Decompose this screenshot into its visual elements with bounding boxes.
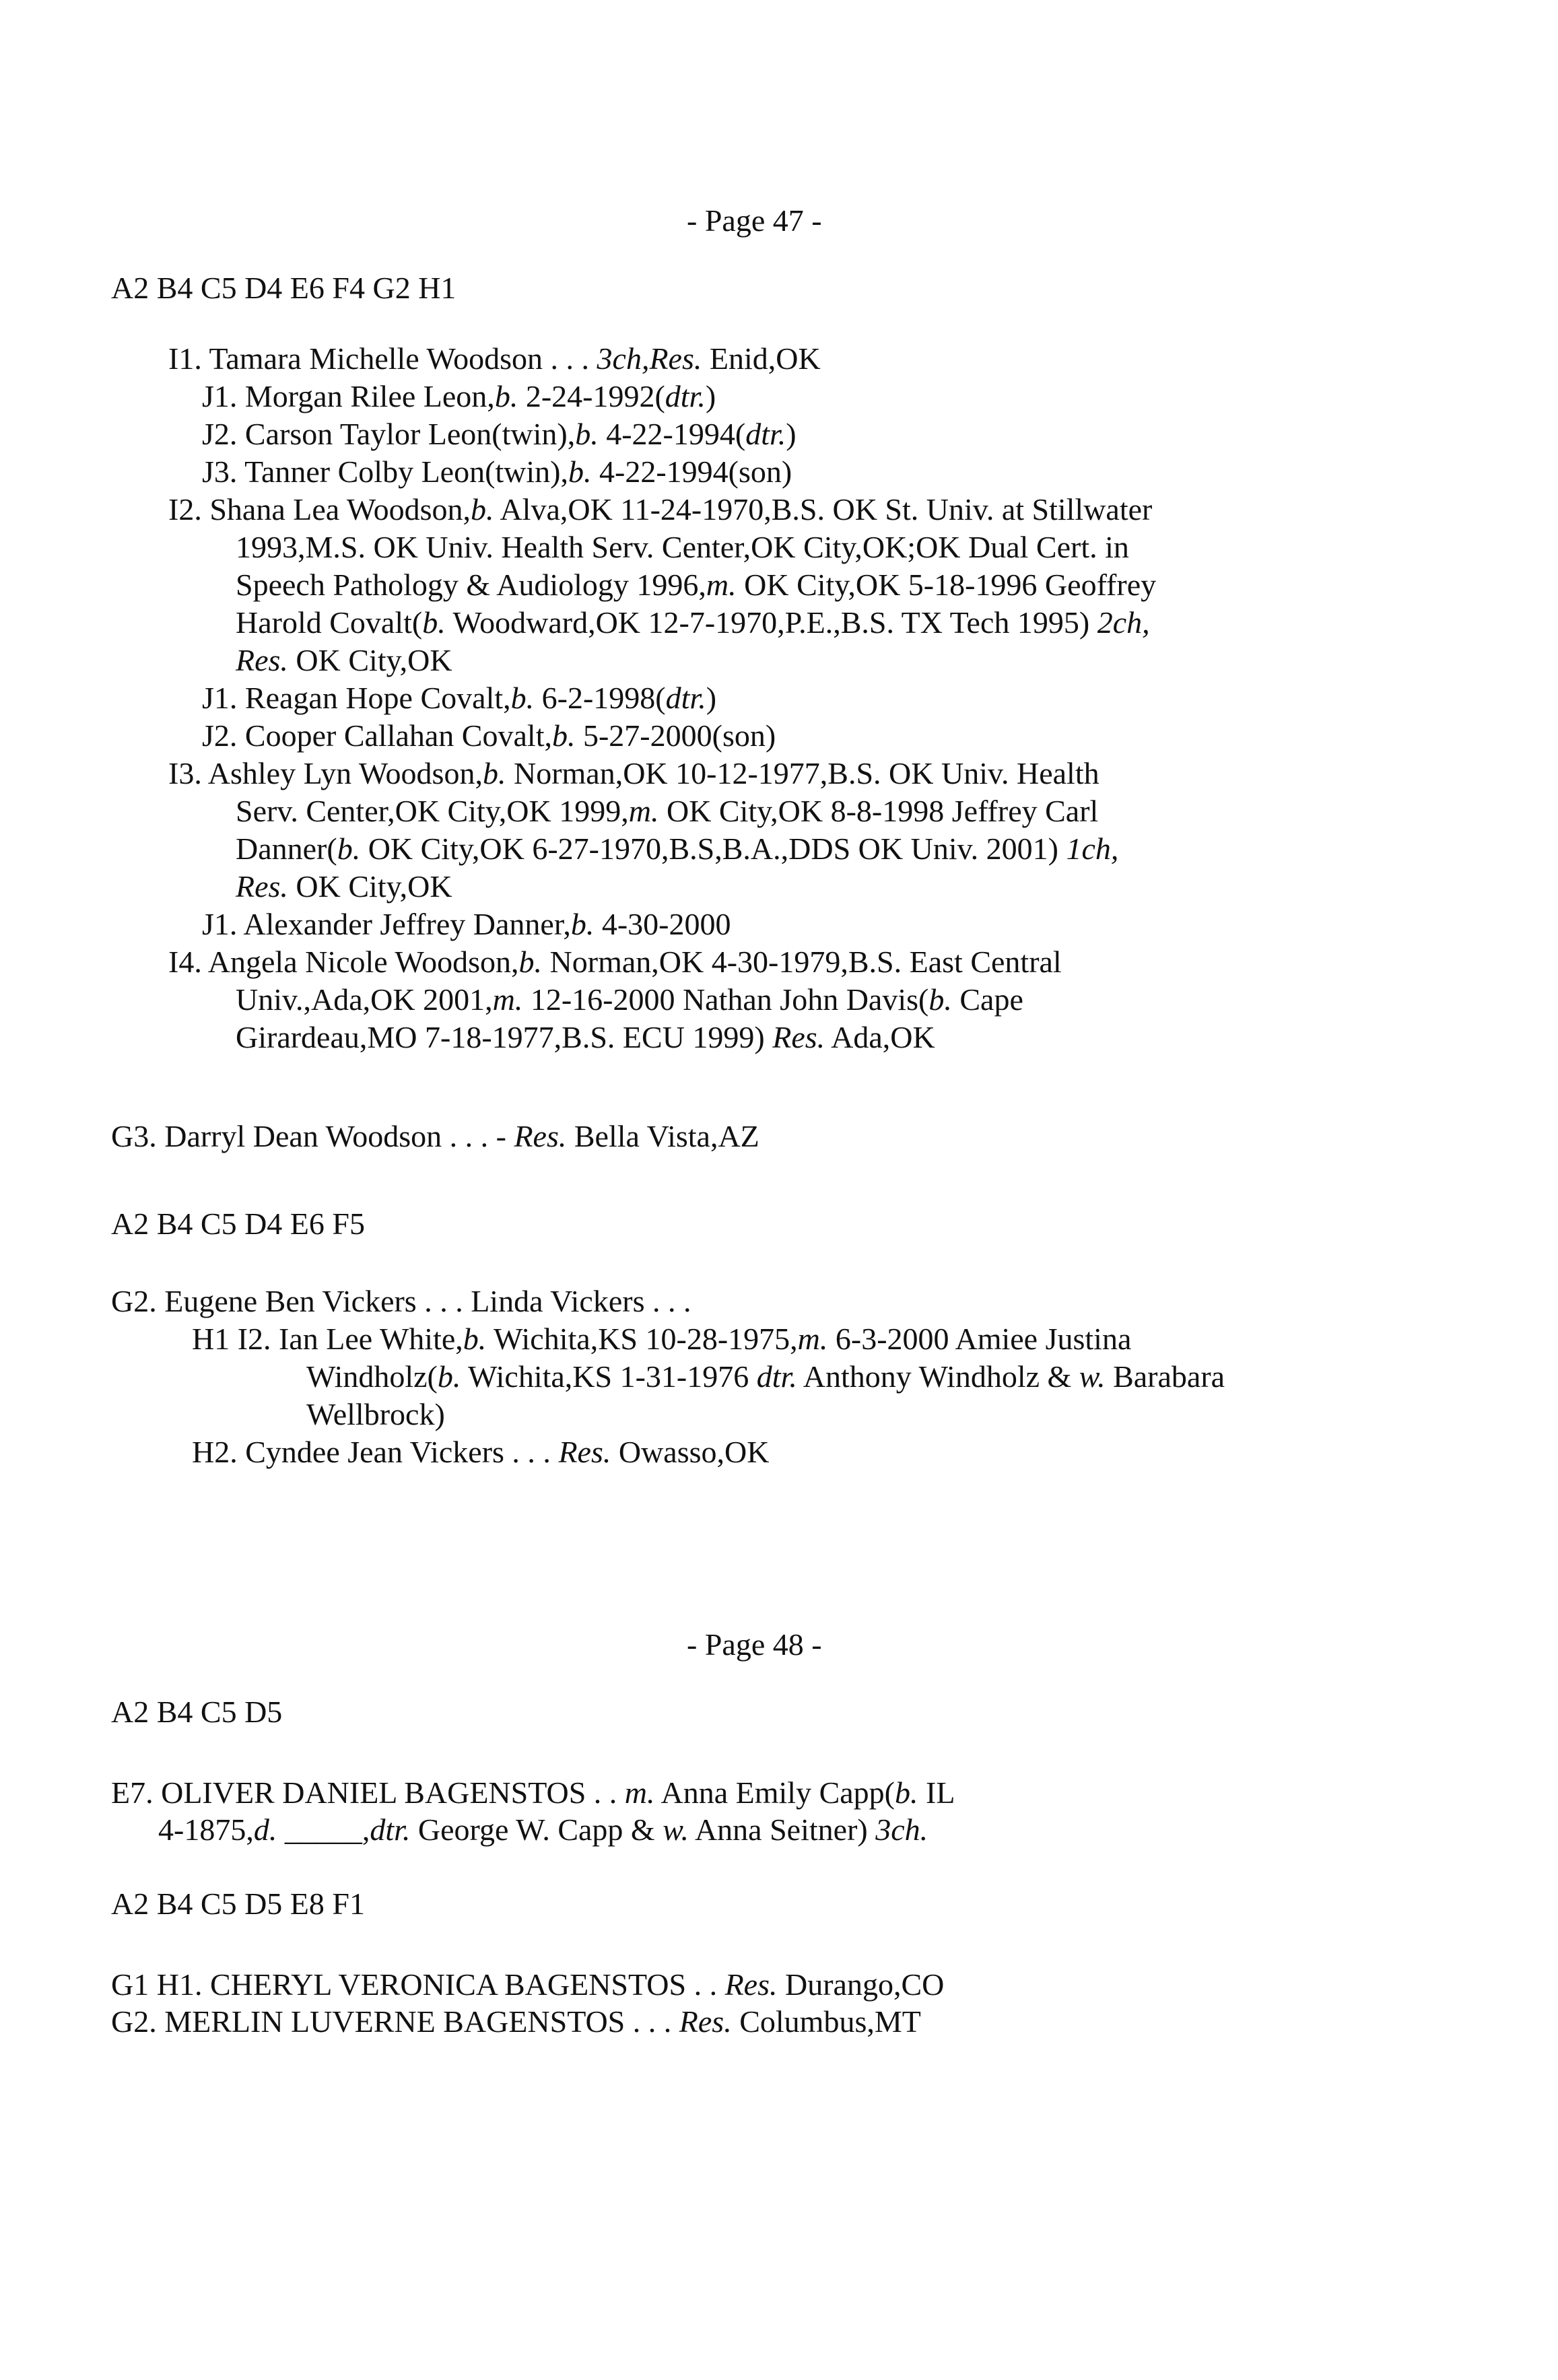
text-run: G3. Darryl Dean Woodson . . . - (111, 1119, 514, 1153)
genealogy-entry-line (202, 906, 731, 943)
text-run: E7. OLIVER DANIEL BAGENSTOS . . (111, 1775, 625, 1810)
genealogy-entry-line (236, 981, 1023, 1018)
entry-e7-line-1 (111, 1774, 955, 1811)
italic-abbrev: b. (463, 1322, 487, 1356)
genealogy-entry-line (192, 1433, 769, 1470)
text-run: OK City,OK (287, 643, 452, 677)
text-run: 5-27-2000(son) (575, 718, 776, 753)
text-run: OK City,OK 6-27-1970,B.S,B.A.,DDS OK Univ. 2001) (360, 831, 1066, 866)
text-run: ) (705, 379, 716, 413)
genealogy-entry-line (202, 453, 792, 490)
text-run: Alva,OK 11-24-1970,B.S. OK St. Univ. at Stillwater (494, 492, 1153, 526)
text-run: Wichita,KS 1-31-1976 (461, 1359, 757, 1394)
italic-abbrev: b. (510, 681, 535, 715)
genealogy-entry-line (168, 943, 1062, 980)
text-run: Columbus,MT (731, 2004, 921, 2039)
italic-abbrev: Res. (236, 643, 288, 677)
italic-abbrev: b. (895, 1775, 918, 1810)
text-run: Harold Covalt( (236, 605, 423, 640)
text-run: IL (918, 1775, 955, 1810)
italic-abbrev: Res. (236, 869, 288, 904)
italic-abbrev: Res. (514, 1119, 567, 1153)
italic-abbrev: b. (494, 379, 518, 413)
genealogy-entry-line (236, 1019, 935, 1056)
text-run: 4-22-1994(son) (591, 454, 792, 489)
italic-abbrev: 2ch, (1097, 605, 1150, 640)
genealogy-entry-line (111, 1283, 691, 1320)
italic-abbrev: Res. (558, 1435, 611, 1469)
italic-abbrev: b. (437, 1359, 461, 1394)
genealogy-entry-line (202, 679, 716, 716)
lineage-code-f4: A2 B4 C5 D4 E6 F4 G2 H1 (111, 271, 456, 305)
text-run: G1 H1. CHERYL VERONICA BAGENSTOS . . (111, 1967, 725, 2002)
genealogy-entry-line (236, 604, 1150, 641)
genealogy-entry-line (168, 491, 1152, 528)
genealogy-entry-line (192, 1320, 1131, 1357)
text-run: 2-24-1992( (518, 379, 665, 413)
entry-g2 (111, 2003, 921, 2040)
italic-abbrev: 1ch, (1066, 831, 1119, 866)
italic-abbrev: b. (575, 417, 599, 451)
italic-abbrev: m. (797, 1322, 828, 1356)
text-run: 1993,M.S. OK Univ. Health Serv. Center,OK City,OK;OK Dual Cert. in (236, 530, 1129, 564)
text-run: 6-3-2000 Amiee Justina (827, 1322, 1132, 1356)
genealogy-entry-line (168, 755, 1099, 792)
entry-e7-line-2 (158, 1811, 928, 1848)
text-run: OK City,OK 5-18-1996 Geoffrey (736, 568, 1157, 602)
text-run: Anna Seitner) (689, 1812, 876, 1847)
text-run: I3. Ashley Lyn Woodson, (168, 756, 483, 790)
genealogy-entry-line (202, 415, 797, 452)
text-run: _____, (277, 1812, 370, 1847)
lineage-code-f1: A2 B4 C5 D5 E8 F1 (111, 1886, 365, 1921)
genealogy-entry-line (236, 529, 1129, 566)
text-run: Durango,CO (777, 1967, 945, 2002)
text-run: Ada,OK (825, 1020, 935, 1054)
italic-abbrev: m. (492, 982, 523, 1017)
italic-abbrev: b. (470, 492, 494, 526)
genealogy-entry-line (202, 378, 716, 415)
text-run: Serv. Center,OK City,OK 1999, (236, 794, 629, 828)
text-run: ) (786, 417, 797, 451)
text-run: I4. Angela Nicole Woodson, (168, 945, 519, 979)
italic-abbrev: b. (482, 756, 506, 790)
text-run: Norman,OK 10-12-1977,B.S. OK Univ. Health (506, 756, 1099, 790)
genealogy-entry-line (306, 1358, 1225, 1395)
italic-abbrev: b. (422, 605, 446, 640)
text-run: J2. Carson Taylor Leon(twin), (202, 417, 576, 451)
genealogy-entry-line (236, 566, 1156, 603)
italic-abbrev: dtr. (756, 1359, 797, 1394)
italic-abbrev: w. (1079, 1359, 1106, 1394)
text-run: Barabara (1105, 1359, 1225, 1394)
text-run: Wichita,KS 10-28-1975, (486, 1322, 798, 1356)
italic-abbrev: Res. (679, 2004, 732, 2039)
text-run: J2. Cooper Callahan Covalt, (202, 718, 552, 753)
italic-abbrev: dtr. (665, 379, 706, 413)
text-run: I2. Shana Lea Woodson, (168, 492, 471, 526)
italic-abbrev: Res. (772, 1020, 825, 1054)
text-run: G2. Eugene Ben Vickers . . . Linda Vickers . . . (111, 1284, 691, 1318)
text-run: OK City,OK (287, 869, 452, 904)
text-run: 12-16-2000 Nathan John Davis( (522, 982, 929, 1017)
genealogy-entry-line (236, 830, 1118, 867)
text-run: Wellbrock) (306, 1397, 445, 1431)
entry-g1-h1 (111, 1966, 944, 2003)
entry-g3 (111, 1118, 759, 1155)
text-run: Cape (951, 982, 1023, 1017)
text-run: Girardeau,MO 7-18-1977,B.S. ECU 1999) (236, 1020, 773, 1054)
genealogy-entry-line (306, 1396, 445, 1433)
text-run: Danner( (236, 831, 337, 866)
text-run: Anna Emily Capp( (654, 1775, 895, 1810)
genealogy-entry-line (236, 868, 452, 905)
text-run: Windholz( (306, 1359, 438, 1394)
text-run: George W. Capp & (410, 1812, 663, 1847)
text-run: J3. Tanner Colby Leon(twin), (202, 454, 569, 489)
text-run: Anthony Windholz & (797, 1359, 1079, 1394)
text-run: 4-30-2000 (594, 907, 731, 941)
italic-abbrev: d. (253, 1812, 277, 1847)
italic-abbrev: b. (518, 945, 543, 979)
page-47-label: - Page 47 - (687, 203, 822, 238)
genealogy-entry-line (236, 792, 1098, 829)
text-run: J1. Morgan Rilee Leon, (202, 379, 495, 413)
italic-abbrev: 3ch,Res. (597, 341, 702, 376)
text-run: 4-22-1994( (598, 417, 746, 451)
italic-abbrev: dtr. (745, 417, 786, 451)
text-run: Woodward,OK 12-7-1970,P.E.,B.S. TX Tech 1995) (445, 605, 1097, 640)
italic-abbrev: b. (568, 454, 592, 489)
genealogy-entry-line (168, 340, 821, 377)
text-run: H1 I2. Ian Lee White, (192, 1322, 463, 1356)
italic-abbrev: b. (551, 718, 576, 753)
lineage-code-f5: A2 B4 C5 D4 E6 F5 (111, 1206, 365, 1241)
italic-abbrev: m. (624, 1775, 655, 1810)
text-run: J1. Alexander Jeffrey Danner, (202, 907, 571, 941)
text-run: J1. Reagan Hope Covalt, (202, 681, 511, 715)
italic-abbrev: dtr. (370, 1812, 411, 1847)
italic-abbrev: b. (928, 982, 952, 1017)
italic-abbrev: m. (628, 794, 659, 828)
text-run: 6-2-1998( (534, 681, 666, 715)
text-run: Univ.,Ada,OK 2001, (236, 982, 493, 1017)
page-48-label: - Page 48 - (687, 1627, 822, 1662)
text-run: OK City,OK 8-8-1998 Jeffrey Carl (658, 794, 1099, 828)
italic-abbrev: 3ch. (875, 1812, 928, 1847)
text-run: ) (706, 681, 717, 715)
italic-abbrev: b. (337, 831, 361, 866)
text-run: G2. MERLIN LUVERNE BAGENSTOS . . . (111, 2004, 679, 2039)
genealogy-entry-line (202, 717, 776, 754)
text-run: 4-1875, (158, 1812, 254, 1847)
genealogy-entry-line (236, 642, 452, 679)
italic-abbrev: b. (570, 907, 595, 941)
text-run: Bella Vista,AZ (566, 1119, 759, 1153)
italic-abbrev: Res. (724, 1967, 778, 2002)
italic-abbrev: w. (663, 1812, 689, 1847)
text-run: Speech Pathology & Audiology 1996, (236, 568, 706, 602)
text-run: Owasso,OK (611, 1435, 770, 1469)
lineage-code-d5: A2 B4 C5 D5 (111, 1695, 283, 1729)
text-run: Enid,OK (702, 341, 821, 376)
italic-abbrev: dtr. (665, 681, 706, 715)
italic-abbrev: m. (706, 568, 737, 602)
text-run: Norman,OK 4-30-1979,B.S. East Central (542, 945, 1062, 979)
text-run: H2. Cyndee Jean Vickers . . . (192, 1435, 559, 1469)
text-run: I1. Tamara Michelle Woodson . . . (168, 341, 597, 376)
